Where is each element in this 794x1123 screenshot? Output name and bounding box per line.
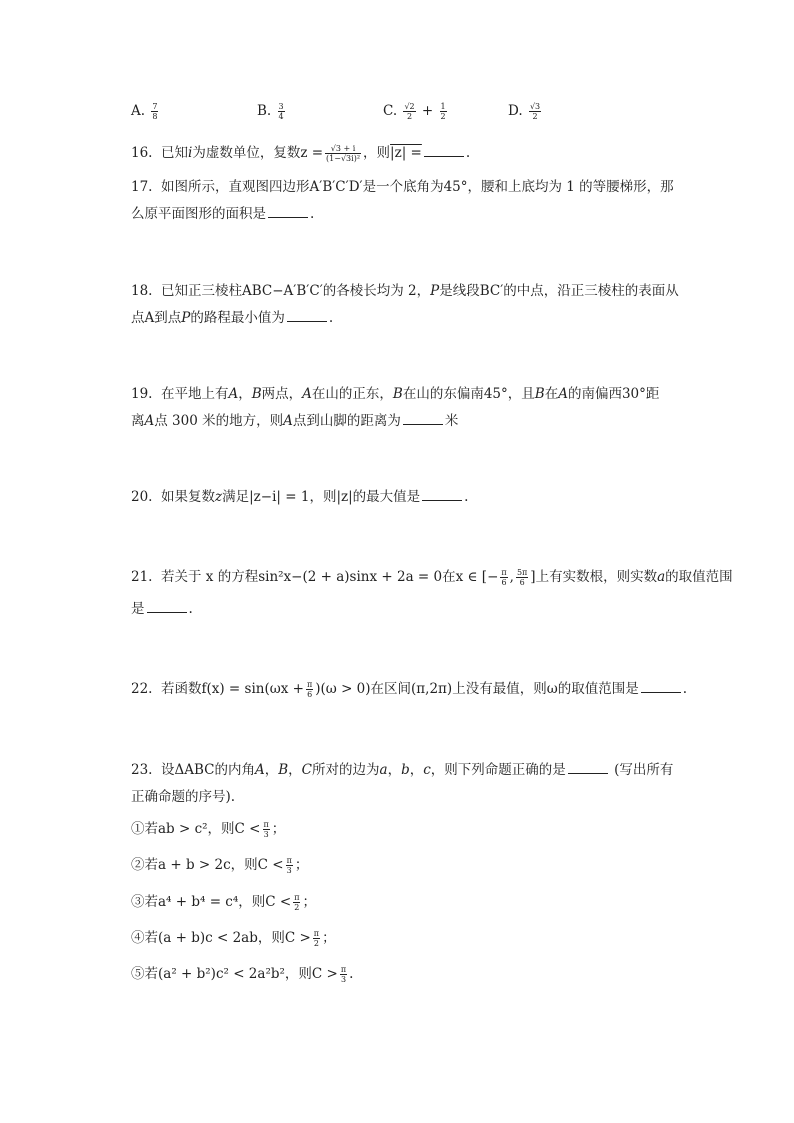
fraction: $\frac{5\pi}{6}$	[516, 568, 528, 587]
question-16: 16. 已知i为虚数单位，复数z = $\frac{√3 + i}{\text{(1−√3i)²}}$ ，则|z| = .	[131, 144, 471, 163]
option-d: D. $\frac{√3}{2}$	[508, 102, 541, 121]
proposition-item: ①若ab > c²，则C < $\frac{\pi}{3}$ ；	[131, 820, 286, 839]
option-a: A. $\frac{7}{8}$	[131, 102, 158, 121]
question-20: 20. 如果复数z满足|z−i| = 1，则|z|的最大值是 .	[131, 489, 469, 505]
fraction: $\frac{\pi}{6}$	[306, 680, 313, 699]
fraction: $\frac{3}{4}$	[278, 102, 284, 121]
fraction: $\frac{√2}{2}$	[404, 102, 415, 121]
question-23-line2: 正确命题的序号).	[131, 789, 236, 805]
proposition-item: ②若a + b > 2c，则C < $\frac{\pi}{3}$ ；	[131, 856, 309, 875]
answer-blank[interactable]	[422, 487, 462, 501]
fraction: $\frac{√3}{2}$	[529, 102, 541, 121]
answer-blank[interactable]	[268, 204, 308, 218]
fraction: $\frac{\pi}{2}$	[313, 929, 320, 948]
fraction: $\frac{\pi}{3}$	[263, 820, 269, 839]
fraction: $\frac{√3 + i}{\text{(1−√3i)²}}$	[326, 144, 361, 163]
answer-blank[interactable]	[147, 599, 187, 613]
proposition-item: ③若a⁴ + b⁴ = c⁴，则C < $\frac{\pi}{2}$ ；	[131, 893, 316, 912]
answer-blank[interactable]	[568, 760, 608, 774]
question-19: 19. 在平地上有A，B两点，A在山的正东，B在山的东偏南45°，且B在A的南偏西30°距	[131, 386, 660, 402]
fraction: $\frac{\pi}{3}$	[340, 965, 347, 984]
option-b: B. $\frac{3}{4}$	[257, 102, 284, 121]
fraction: $\frac{1}{2}$	[440, 102, 446, 121]
option-c: C. $\frac{√2}{2}$ + $\frac{1}{2}$	[383, 102, 446, 121]
answer-blank[interactable]	[287, 308, 327, 322]
question-17: 17. 如图所示，直观图四边形A′B′C′D′是一个底角为45°，腰和上底均为 1 的等腰梯形，那	[131, 179, 674, 195]
answer-blank[interactable]	[403, 411, 443, 425]
fraction: $\frac{\pi}{2}$	[294, 893, 300, 912]
question-18-line2: 点A到点P的路程最小值为 .	[131, 310, 334, 326]
fraction: $\frac{\pi}{3}$	[286, 856, 292, 875]
answer-blank[interactable]	[424, 143, 464, 157]
fraction: $\frac{7}{8}$	[152, 102, 158, 121]
proposition-item: ④若(a + b)c < 2ab，则C > $\frac{\pi}{2}$ ；	[131, 929, 336, 948]
question-21-line2: 是 .	[131, 601, 193, 617]
question-23: 23. 设ΔABC的内角A，B，C所对的边为a，b，c，则下列命题正确的是 (写出所有	[131, 762, 674, 778]
question-21: 21. 若关于 x 的方程sin²x−(2 + a)sinx + 2a = 0在x ∈ [− $\frac{\pi}{6}$ , $\frac{5\pi}{6}$ ]上有实数根，则实数a的取值范围	[131, 568, 733, 587]
answer-blank[interactable]	[641, 679, 681, 693]
fraction: $\frac{\pi}{6}$	[501, 568, 507, 587]
question-19-line2: 离A点 300 米的地方，则A点到山脚的距离为 米	[131, 413, 459, 429]
question-17-line2: 么原平面图形的面积是 .	[131, 206, 315, 222]
question-22: 22. 若函数f(x) = sin(ωx + $\frac{\pi}{6}$ )(ω > 0)在区间(π,2π)上没有最值，则ω的取值范围是 .	[131, 680, 688, 699]
proposition-item: ⑤若(a² + b²)c² < 2a²b²，则C > $\frac{\pi}{3}$ .	[131, 965, 354, 984]
question-18: 18. 已知正三棱柱ABC−A′B′C′的各棱长均为 2，P是线段BC′的中点，沿正三棱柱的表面从	[131, 283, 679, 299]
